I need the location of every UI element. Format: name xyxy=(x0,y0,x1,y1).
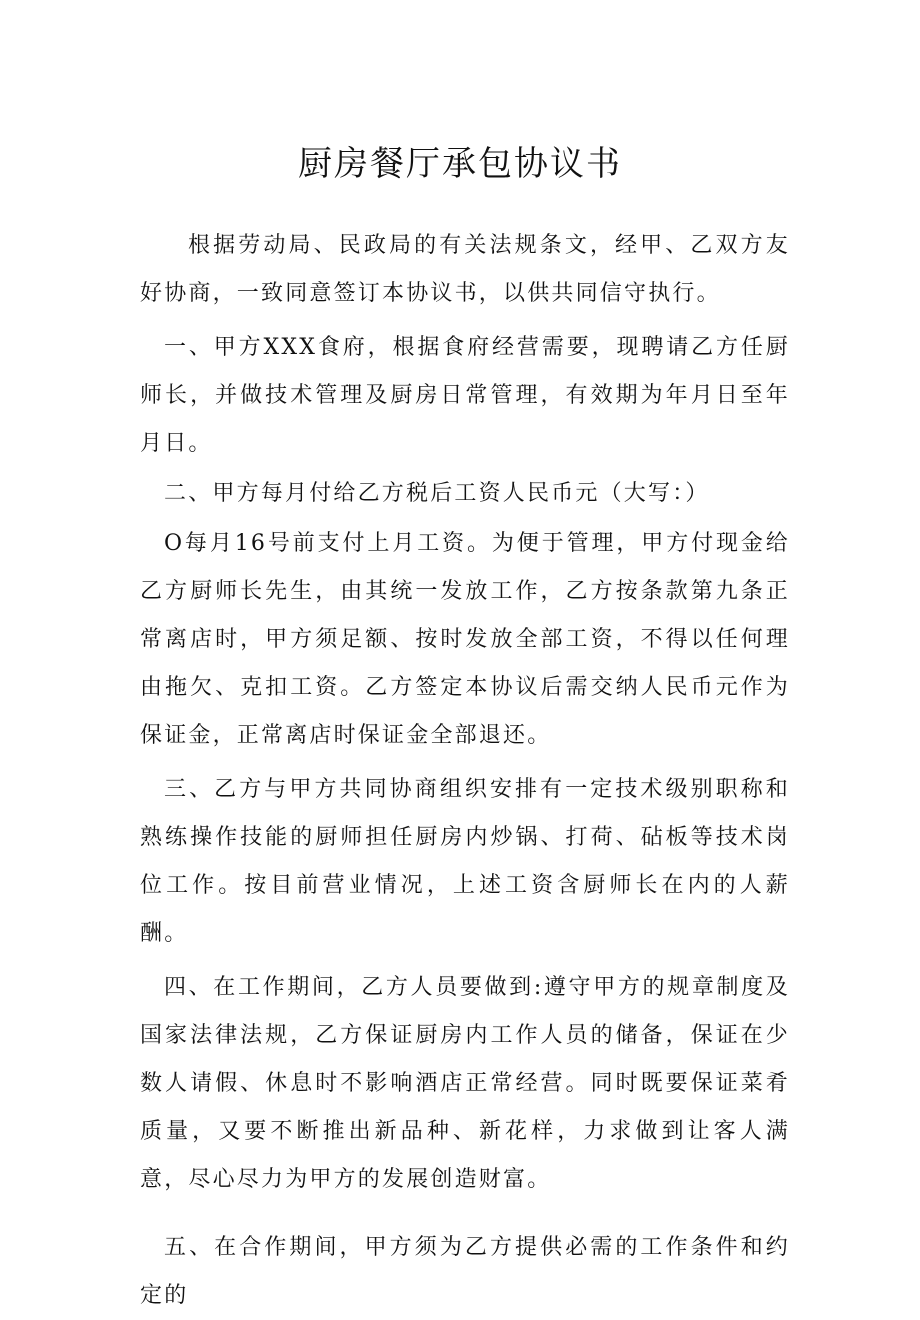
paragraph-preamble: 根据劳动局、民政局的有关法规条文，经甲、乙双方友好协商，一致同意签订本协议书，以供共同信守执行。 xyxy=(140,233,790,306)
paragraph-clause-2: 二、甲方每月付给乙方税后工资人民币元（大写：） xyxy=(164,481,710,506)
paragraph-clause-1: 一、甲方XXX食府，根据食府经营需要，现聘请乙方任厨师长，并做技术管理及厨房日常管理，有效期为年月日至年月日。 xyxy=(140,335,790,456)
paragraph-clause-4: 四、在工作期间，乙方人员要做到:遵守甲方的规章制度及国家法律法规，乙方保证厨房内工作人员的储备，保证在少数人请假、休息时不影响酒店正常经营。同时既要保证菜肴质量，又要不断推出新品种、新花样，力求做到让客人满意，尽心尽力为甲方的发展创造财富。 xyxy=(140,975,790,1192)
paragraph-clause-3: 三、乙方与甲方共同协商组织安排有一定技术级别职称和熟练操作技能的厨师担任厨房内炒锅、打荷、砧板等技术岗位工作。按目前营业情况，上述工资含厨师长在内的人薪酬。 xyxy=(140,777,790,946)
document-title: 厨房餐厅承包协议书 xyxy=(298,144,622,184)
paragraph-clause-2-continued: O每月16号前支付上月工资。为便于管理，甲方付现金给乙方厨师长先生，由其统一发放工作，乙方按条款第九条正常离店时，甲方须足额、按时发放全部工资，不得以任何理由拖欠、克扣工资。乙方签定本协议后需交纳人民币元作为保证金，正常离店时保证金全部退还。 xyxy=(140,531,790,748)
paragraph-clause-5: 五、在合作期间，甲方须为乙方提供必需的工作条件和约定的 xyxy=(140,1235,790,1308)
document-body xyxy=(140,222,790,1320)
